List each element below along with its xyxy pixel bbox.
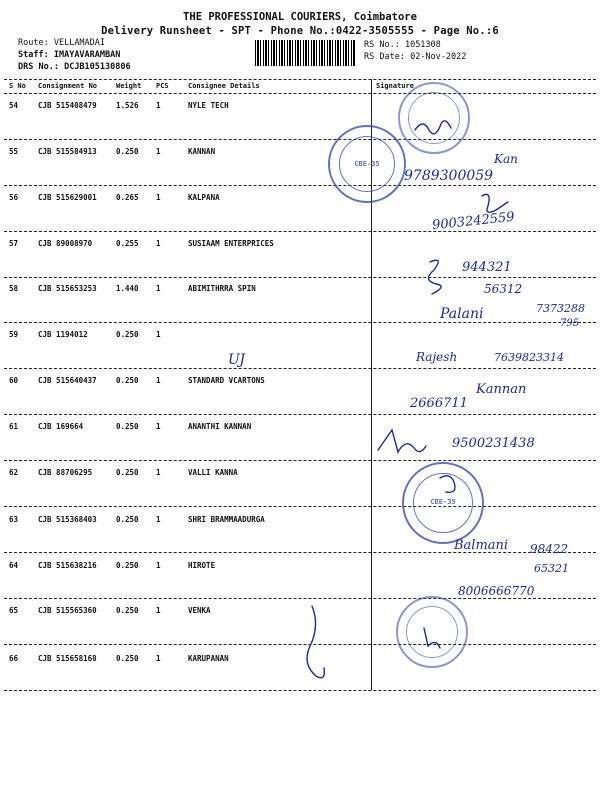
row-sno: 62 xyxy=(9,468,19,477)
rs-no-label: RS No.: xyxy=(364,40,400,50)
row-consignment: CJB 515640437 xyxy=(38,376,97,385)
row-weight: 0.250 xyxy=(116,376,139,385)
row-consignee: ABIMITHRRA SPIN xyxy=(188,284,256,293)
row-weight: 0.255 xyxy=(116,239,139,248)
handwritten-phone: 9003242559 xyxy=(431,209,516,234)
row-weight: 0.250 xyxy=(116,468,139,477)
stamp-text: CBE-35 xyxy=(354,159,380,168)
row-consignee: STANDARD VCARTONS xyxy=(188,376,265,385)
col-weight: Weight xyxy=(116,82,142,90)
row-weight: 0.250 xyxy=(116,147,139,156)
handwritten-phone: 7639823314 xyxy=(494,351,564,364)
row-pcs: 1 xyxy=(156,193,161,202)
handwritten-number: 56312 xyxy=(484,282,523,296)
company-title: THE PROFESSIONAL COURIERS, Coimbatore xyxy=(183,11,417,23)
handwritten-phone: 8006666770 xyxy=(458,584,535,598)
signature-65b xyxy=(424,628,440,648)
row-consignment: CJB 515653253 xyxy=(38,284,97,293)
row-consignment: CJB 89008970 xyxy=(38,239,93,248)
row-consignment: CJB 515658168 xyxy=(38,654,97,663)
row-consignee: VENKA xyxy=(188,606,211,615)
handwritten-phone: 2666711 xyxy=(410,396,468,411)
row-pcs: 1 xyxy=(156,654,161,663)
row-pcs: 1 xyxy=(156,561,161,570)
row-consignment: CJB 1194012 xyxy=(38,330,88,339)
handwritten-name: Kannan xyxy=(476,382,527,397)
row-sno: 55 xyxy=(9,147,19,156)
route-label: Route: xyxy=(18,38,49,48)
staff-label: Staff: xyxy=(18,50,49,60)
row-consignee: NYLE TECH xyxy=(188,101,229,110)
col-pcs: PCS xyxy=(156,82,169,90)
rs-date-value: 02-Nov-2022 xyxy=(410,52,467,62)
handwritten-number: 65321 xyxy=(534,562,569,575)
row-weight: 0.250 xyxy=(116,606,139,615)
row-sno: 61 xyxy=(9,422,19,431)
handwritten-name: Kan xyxy=(494,152,518,166)
row-weight: 0.250 xyxy=(116,654,139,663)
drs-value: DCJB105130806 xyxy=(64,62,131,72)
row-sno: 56 xyxy=(9,193,19,202)
row-pcs: 1 xyxy=(156,376,161,385)
row-consignee: ANANTHI KANNAN xyxy=(188,422,252,431)
row-sno: 63 xyxy=(9,515,19,524)
row-consignee: KALPANA xyxy=(188,193,220,202)
handwritten-mark: UJ xyxy=(228,352,246,368)
col-consignee: Consignee Details xyxy=(188,82,260,90)
row-sno: 64 xyxy=(9,561,19,570)
signature-58 xyxy=(428,260,441,294)
row-pcs: 1 xyxy=(156,468,161,477)
handwritten-name: Balmani xyxy=(454,538,509,553)
row-pcs: 1 xyxy=(156,330,161,339)
row-pcs: 1 xyxy=(156,239,161,248)
row-consignment: CJB 515584913 xyxy=(38,147,97,156)
row-sno: 59 xyxy=(9,330,19,339)
drs-label: DRS No.: xyxy=(18,62,59,72)
handwritten-phone: 9789300059 xyxy=(404,168,494,184)
row-pcs: 1 xyxy=(156,101,161,110)
row-consignment: CJB 515638216 xyxy=(38,561,97,570)
row-weight: 1.526 xyxy=(116,101,139,110)
col-signature: Signature xyxy=(376,82,414,90)
row-consignment: CJB 515408479 xyxy=(38,101,97,110)
row-pcs: 1 xyxy=(156,515,161,524)
row-sno: 65 xyxy=(9,606,19,615)
row-sno: 57 xyxy=(9,239,19,248)
runsheet-title: Delivery Runsheet - SPT - Phone No.:0422-3505555 - Page No.:6 xyxy=(101,25,499,37)
row-consignee: VALLI KANNA xyxy=(188,468,238,477)
row-weight: 0.250 xyxy=(116,561,139,570)
handwritten-number: 944321 xyxy=(462,260,512,275)
row-pcs: 1 xyxy=(156,422,161,431)
row-weight: 0.250 xyxy=(116,330,139,339)
signature-56 xyxy=(482,194,508,212)
route-value: VELLAMADAI xyxy=(53,38,106,48)
row-weight: 0.250 xyxy=(116,422,139,431)
row-consignment: CJB 169664 xyxy=(38,422,84,431)
col-sno: S No xyxy=(9,82,26,90)
row-sno: 54 xyxy=(9,101,19,110)
row-sno: 66 xyxy=(9,654,19,663)
row-pcs: 1 xyxy=(156,606,161,615)
row-consignment: CJB 515565360 xyxy=(38,606,97,615)
col-consignment: Consignment No xyxy=(38,82,98,90)
row-pcs: 1 xyxy=(156,284,161,293)
row-consignee: SUSIAAM ENTERPRICES xyxy=(188,239,274,248)
row-weight: 0.265 xyxy=(116,193,139,202)
row-consignment: CJB 515629001 xyxy=(38,193,97,202)
row-consignment: CJB 515368403 xyxy=(38,515,97,524)
stamp-text: CBE-35 xyxy=(430,498,456,507)
handwritten-name: Palani xyxy=(440,306,484,322)
row-consignee: KANNAN xyxy=(188,147,216,156)
rs-date-label: RS Date: xyxy=(364,52,405,62)
handwritten-name: Rajesh xyxy=(416,350,458,364)
row-consignment: CJB 88706295 xyxy=(38,468,93,477)
signature-54 xyxy=(415,121,451,134)
staff-value: IMAYAVARAMBAN xyxy=(53,50,121,60)
row-consignee: HIROTE xyxy=(188,561,216,570)
row-sno: 58 xyxy=(9,284,19,293)
handwritten-number: 795 xyxy=(560,318,580,329)
signature-61 xyxy=(378,430,426,452)
handwritten-number: 7373288 xyxy=(536,302,585,315)
row-weight: 1.440 xyxy=(116,284,139,293)
handwritten-number: 98422 xyxy=(530,542,569,556)
handwritten-phone: 9500231438 xyxy=(452,436,535,451)
row-sno: 60 xyxy=(9,376,19,385)
row-consignee: SHRI BRAMMAADURGA xyxy=(188,515,265,524)
row-weight: 0.250 xyxy=(116,515,139,524)
row-pcs: 1 xyxy=(156,147,161,156)
rs-no-value: 1051308 xyxy=(404,40,441,50)
row-consignee: KARUPANAN xyxy=(188,654,229,663)
signature-65 xyxy=(307,606,324,678)
signature-62 xyxy=(440,476,455,493)
